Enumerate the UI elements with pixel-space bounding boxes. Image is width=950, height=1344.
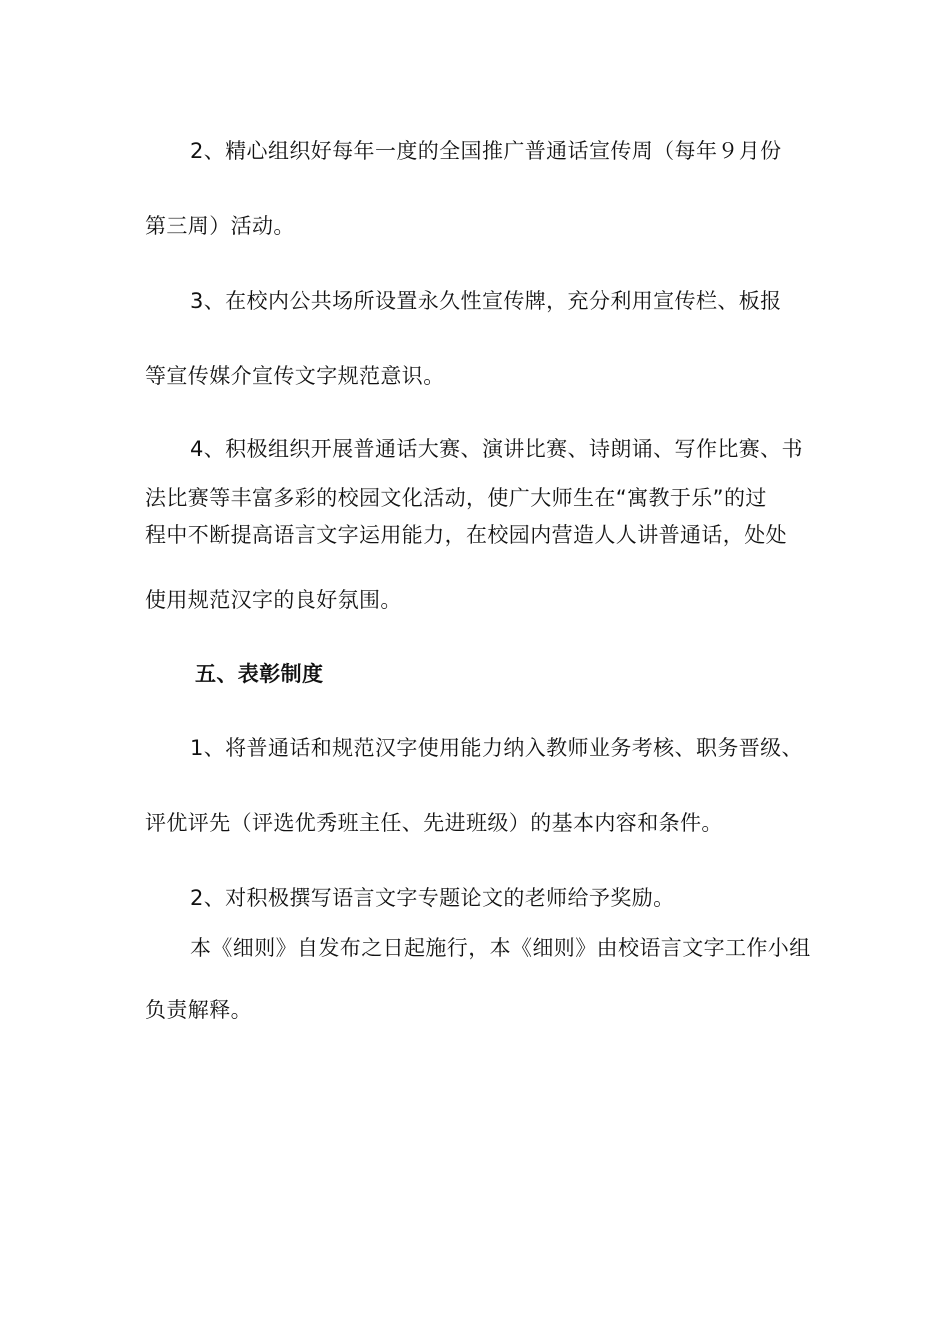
closing-line-1: 本《细则》自发布之日起施行，本《细则》由校语言文字工作小组 bbox=[190, 936, 811, 960]
paragraph-3-line-2: 等宣传媒介宣传文字规范意识。 bbox=[145, 364, 445, 388]
paragraph-2-line-2: 第三周）活动。 bbox=[145, 214, 295, 238]
paragraph-3-line-1: 3、在校内公共场所设置永久性宣传牌，充分利用宣传栏、板报 bbox=[190, 289, 782, 313]
paragraph-4-line-3: 程中不断提高语言文字运用能力，在校园内营造人人讲普通话，处处 bbox=[145, 523, 787, 547]
closing-line-2: 负责解释。 bbox=[145, 998, 252, 1022]
paragraph-2-line-1: 2、精心组织好每年一度的全国推广普通话宣传周（每年９月份 bbox=[190, 139, 782, 163]
paragraph-4-line-4: 使用规范汉字的良好氛围。 bbox=[145, 588, 402, 612]
commendation-2-line-1: 2、对积极撰写语言文字专题论文的老师给予奖励。 bbox=[190, 886, 675, 910]
commendation-1-line-2: 评优评先（评选优秀班主任、先进班级）的基本内容和条件。 bbox=[145, 811, 723, 835]
section-heading-commendation: 五、表彰制度 bbox=[195, 662, 324, 686]
paragraph-4-line-2: 法比赛等丰富多彩的校园文化活动，使广大师生在“寓教于乐”的过 bbox=[145, 486, 767, 510]
commendation-1-line-1: 1、将普通话和规范汉字使用能力纳入教师业务考核、职务晋级、 bbox=[190, 736, 803, 760]
paragraph-4-line-1: 4、积极组织开展普通话大赛、演讲比赛、诗朗诵、写作比赛、书 bbox=[190, 437, 803, 461]
